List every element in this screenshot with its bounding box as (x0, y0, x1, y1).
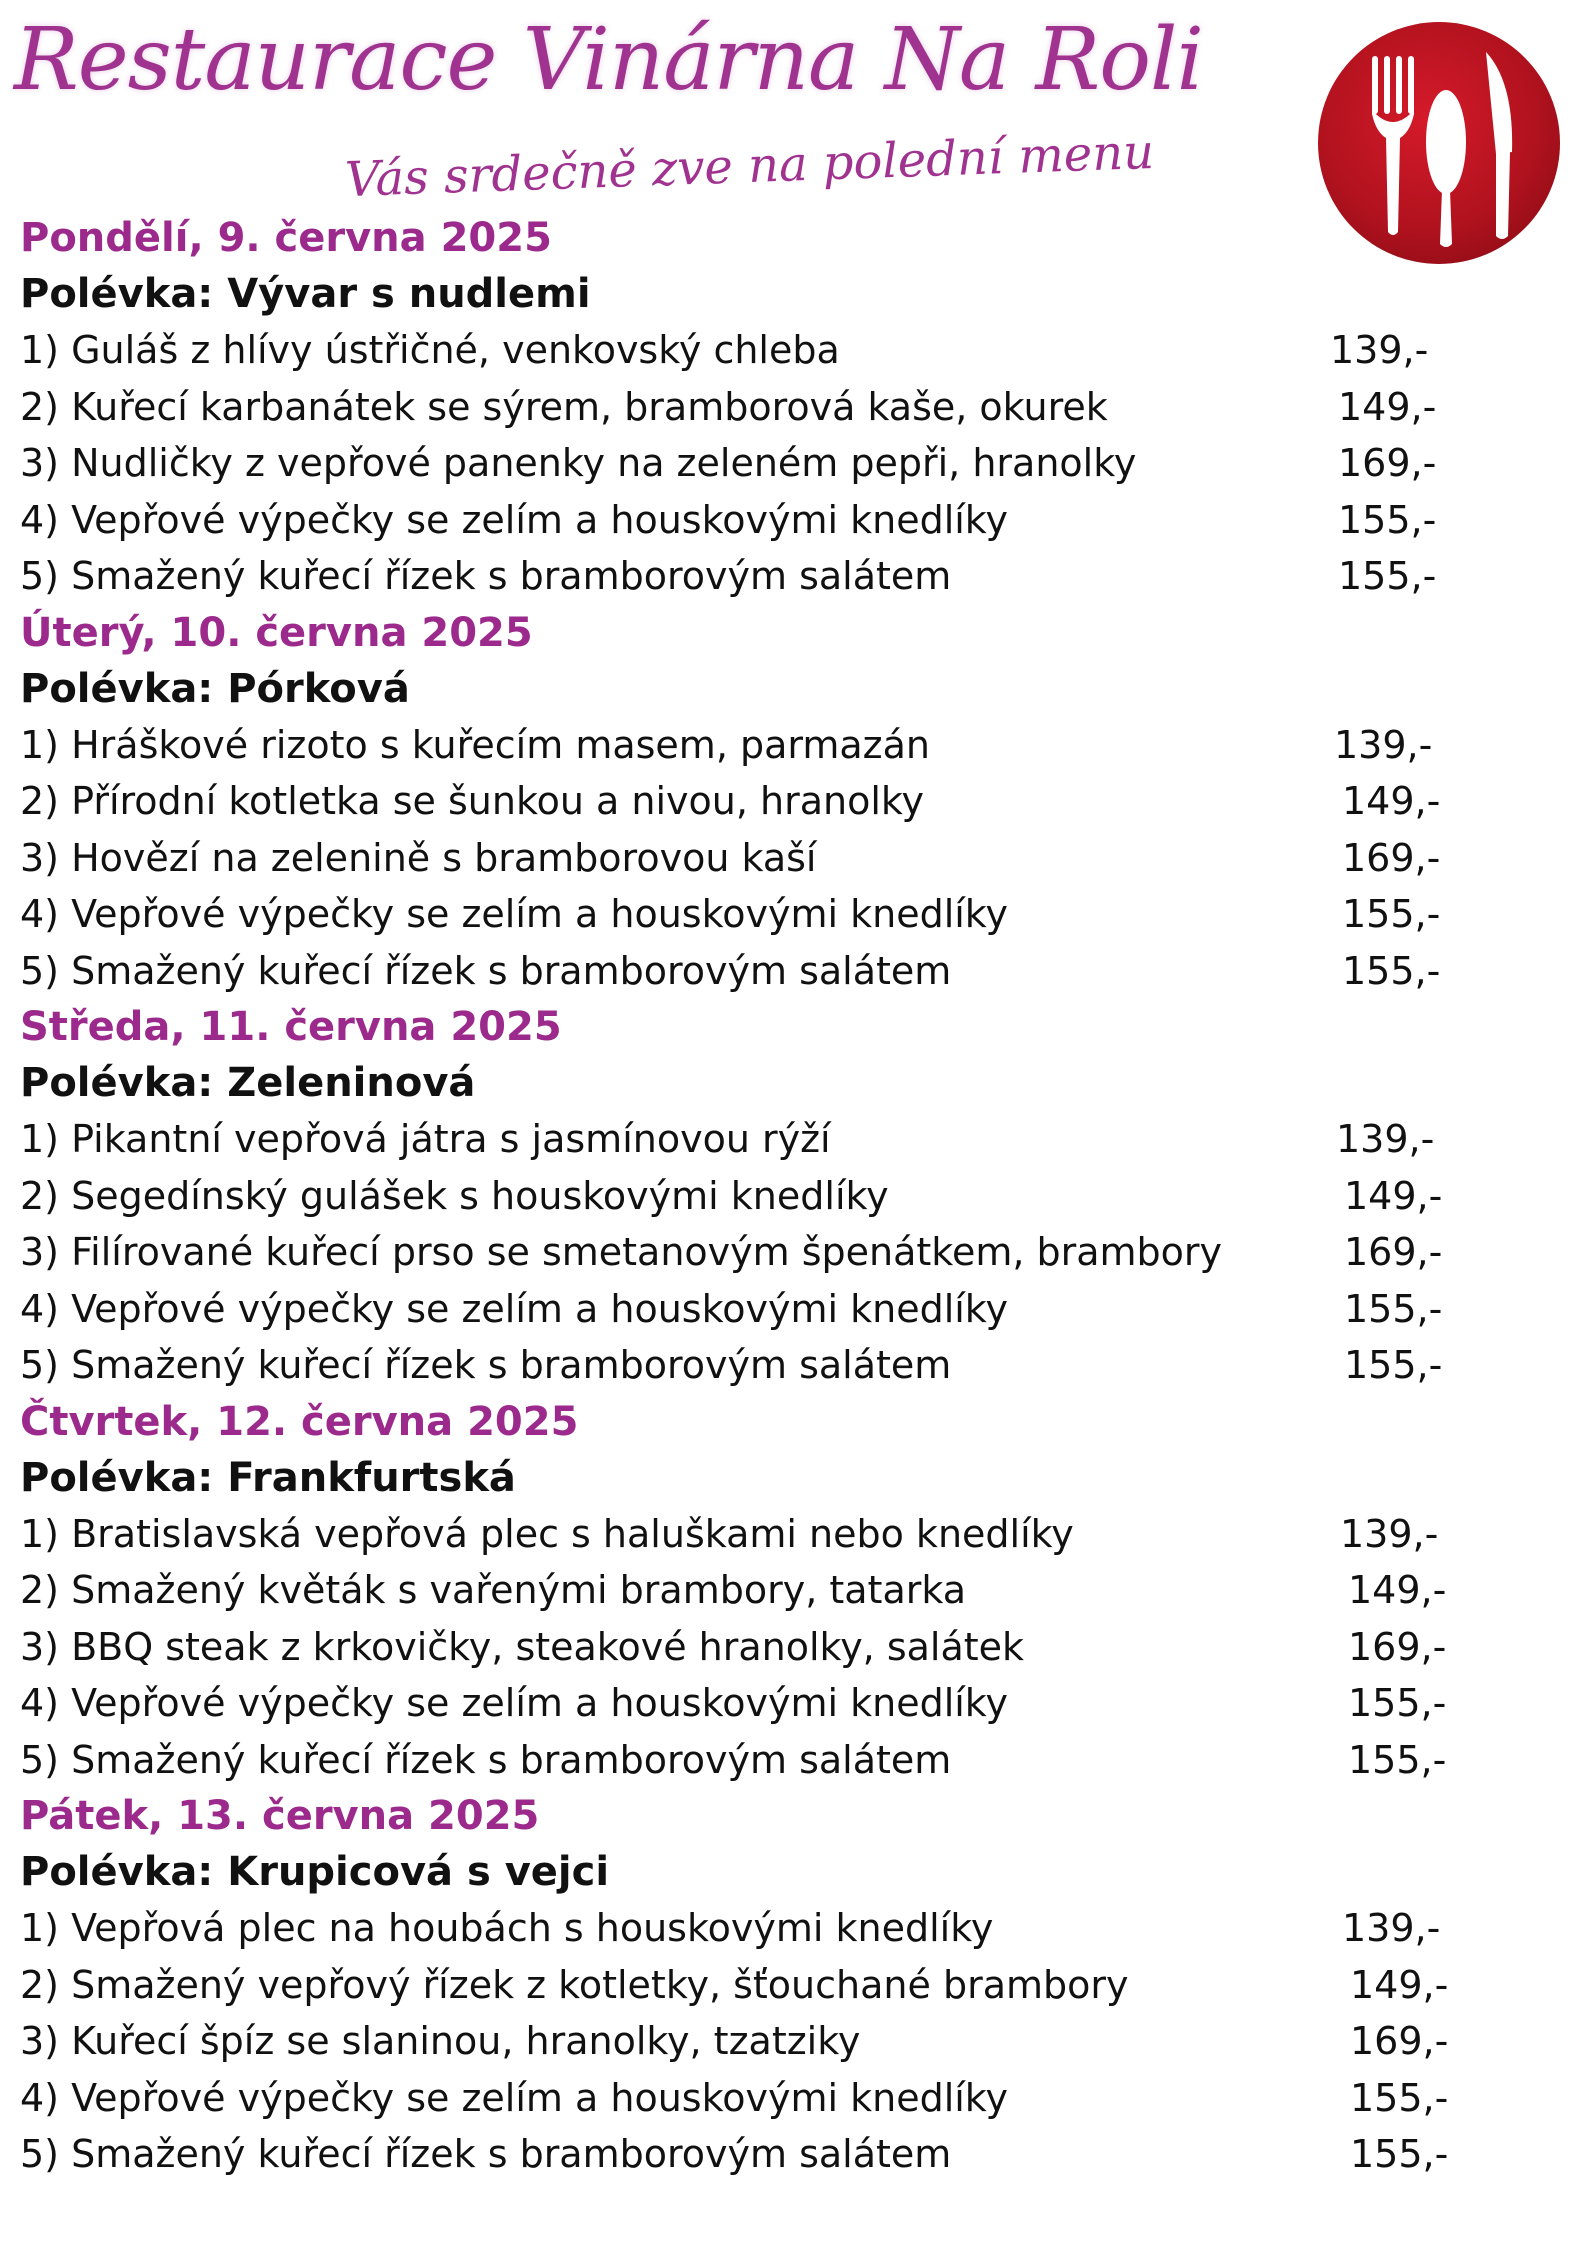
dish-price: 169,- (1338, 441, 1437, 485)
dish-name: 3) Kuřecí špíz se slaninou, hranolky, tzatziky (20, 2019, 861, 2063)
dish-price: 155,- (1350, 2132, 1449, 2176)
fork-icon (1372, 56, 1414, 235)
day-title: Pátek, 13. června 2025 (20, 1793, 540, 1839)
soup-of-the-day: Polévka: Vývar s nudlemi (20, 271, 591, 317)
menu-item (20, 886, 1560, 943)
dish-name: 1) Hráškové rizoto s kuřecím masem, parmazán (20, 722, 930, 767)
dish-price: 155,- (1344, 1286, 1443, 1331)
menu-item (20, 2013, 1560, 2070)
menu-item (20, 943, 1560, 1000)
dish-name: 5) Smažený kuřecí řízek s bramborovým salátem (20, 948, 952, 993)
menu-item (20, 1732, 1560, 1789)
dish-name: 4) Vepřové výpečky se zelím a houskovými knedlíky (20, 2075, 1008, 2120)
dish-name: 4) Vepřové výpečky se zelím a houskovými knedlíky (20, 1286, 1008, 1331)
dish-name: 4) Vepřové výpečky se zelím a houskovými knedlíky (20, 892, 1008, 936)
menu-item (20, 717, 1560, 774)
soup-of-the-day: Polévka: Frankfurtská (20, 1454, 516, 1501)
soup-of-the-day: Polévka: Krupicová s vejci (20, 1849, 610, 1895)
dish-price: 169,- (1348, 1624, 1447, 1669)
dish-name: 1) Bratislavská vepřová plec s haluškami nebo knedlíky (20, 1511, 1074, 1556)
dish-name: 2) Smažený vepřový řízek z kotletky, šťouchané brambory (20, 1962, 1129, 2007)
menu-item (20, 1675, 1560, 1732)
menu-item (20, 1168, 1560, 1225)
dish-price: 155,- (1338, 554, 1437, 598)
restaurant-title: Restaurace Vinárna Na Roli (14, 10, 1204, 110)
menu-item (20, 1111, 1560, 1168)
dish-name: 3) Nudličky z vepřové panenky na zeleném pepři, hranolky (20, 441, 1137, 485)
day-section (20, 999, 1560, 1394)
dish-price: 169,- (1342, 835, 1441, 880)
menu-item (20, 1506, 1560, 1563)
dish-name: 3) BBQ steak z krkovičky, steakové hranolky, salátek (20, 1624, 1025, 1669)
menu-item (20, 1619, 1560, 1676)
menu-item (20, 1337, 1560, 1394)
dish-name: 3) Filírované kuřecí prso se smetanovým špenátkem, brambory (20, 1230, 1223, 1274)
menu-item (20, 548, 1560, 605)
dish-name: 3) Hovězí na zelenině s bramborovou kaší (20, 835, 817, 880)
dish-price: 155,- (1342, 892, 1441, 936)
menu-item (20, 2070, 1560, 2127)
dish-price: 139,- (1336, 1117, 1435, 1161)
menu-item (20, 773, 1560, 830)
dish-price: 155,- (1342, 948, 1441, 993)
weekly-menu (20, 210, 1560, 2183)
restaurant-subtitle: Vás srdečně zve na polední menu (344, 123, 1155, 209)
dish-name: 5) Smažený kuřecí řízek s bramborovým salátem (20, 1343, 952, 1387)
menu-item (20, 379, 1560, 436)
soup-of-the-day: Polévka: Zeleninová (20, 1060, 476, 1106)
day-section (20, 1394, 1560, 1789)
dish-price: 139,- (1340, 1511, 1439, 1556)
dish-name: 5) Smažený kuřecí řízek s bramborovým salátem (20, 1737, 952, 1782)
dish-name: 5) Smažený kuřecí řízek s bramborovým salátem (20, 2132, 952, 2176)
dish-price: 149,- (1338, 384, 1437, 429)
dish-name: 4) Vepřové výpečky se zelím a houskovými knedlíky (20, 497, 1008, 542)
menu-item (20, 1900, 1560, 1957)
dish-name: 1) Pikantní vepřová játra s jasmínovou rýží (20, 1117, 831, 1161)
day-title: Úterý, 10. června 2025 (20, 609, 533, 656)
dish-name: 2) Smažený květák s vařenými brambory, tatarka (20, 1568, 966, 1612)
dish-price: 149,- (1344, 1173, 1443, 1218)
menu-item (20, 1957, 1560, 2014)
header (0, 0, 1587, 220)
dish-name: 4) Vepřové výpečky se zelím a houskovými knedlíky (20, 1681, 1008, 1725)
dish-price: 139,- (1342, 1906, 1441, 1950)
dish-price: 155,- (1348, 1681, 1447, 1725)
day-title: Pondělí, 9. června 2025 (20, 215, 552, 261)
dish-price: 139,- (1334, 722, 1433, 767)
day-title: Čtvrtek, 12. června 2025 (20, 1398, 579, 1445)
dish-price: 139,- (1330, 328, 1429, 372)
day-section (20, 605, 1560, 1000)
dish-price: 169,- (1350, 2019, 1449, 2063)
dish-price: 149,- (1342, 779, 1441, 823)
dish-name: 5) Smažený kuřecí řízek s bramborovým salátem (20, 554, 952, 598)
dish-price: 169,- (1344, 1230, 1443, 1274)
soup-of-the-day: Polévka: Pórková (20, 665, 410, 712)
dish-name: 2) Segedínský gulášek s houskovými knedlíky (20, 1173, 889, 1218)
dish-price: 149,- (1348, 1568, 1447, 1612)
dish-name: 1) Guláš z hlívy ústřičné, venkovský chleba (20, 328, 840, 372)
dish-price: 155,- (1338, 497, 1437, 542)
dish-price: 149,- (1350, 1962, 1449, 2007)
dish-price: 155,- (1350, 2075, 1449, 2120)
day-title: Středa, 11. června 2025 (20, 1004, 562, 1050)
menu-item (20, 492, 1560, 549)
dish-price: 155,- (1344, 1343, 1443, 1387)
menu-item (20, 1224, 1560, 1281)
day-section (20, 1788, 1560, 2183)
menu-item (20, 1281, 1560, 1338)
day-section (20, 210, 1560, 605)
menu-item (20, 435, 1560, 492)
dish-price: 155,- (1348, 1737, 1447, 1782)
menu-item (20, 1562, 1560, 1619)
menu-item (20, 322, 1560, 379)
dish-name: 2) Přírodní kotletka se šunkou a nivou, hranolky (20, 779, 925, 823)
menu-item (20, 830, 1560, 887)
menu-item (20, 2126, 1560, 2183)
dish-name: 2) Kuřecí karbanátek se sýrem, bramborová kaše, okurek (20, 384, 1108, 429)
dish-name: 1) Vepřová plec na houbách s houskovými knedlíky (20, 1906, 994, 1950)
